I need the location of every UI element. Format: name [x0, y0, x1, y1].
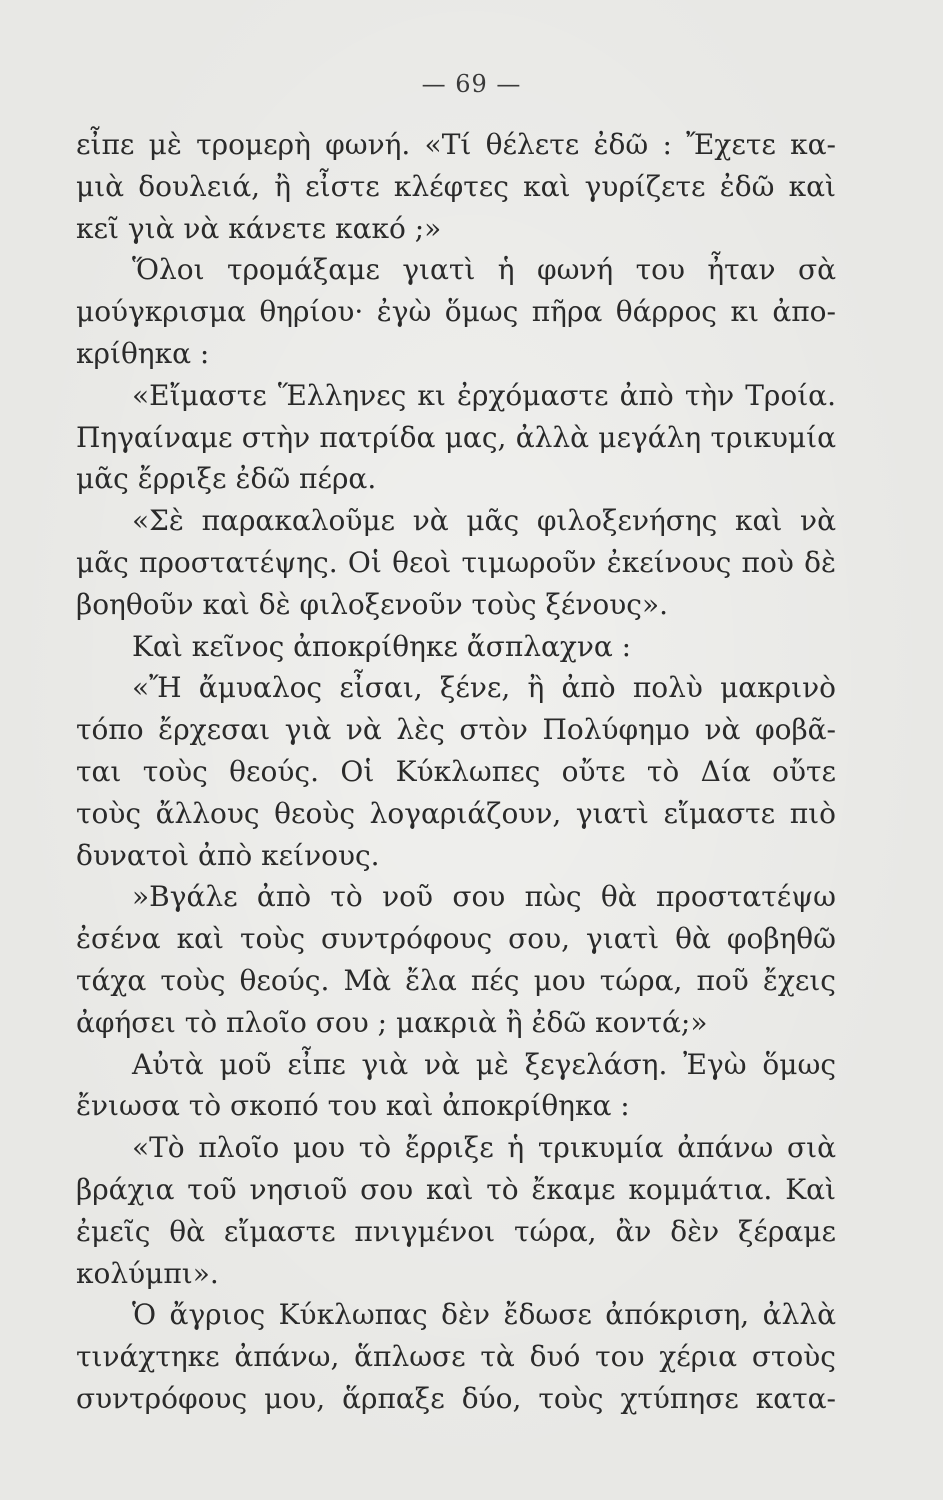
text-line: «Εἴμαστε Ἕλληνες κι ἐρχόμαστε ἀπὸ τὴν Τροία. [132, 378, 836, 412]
text-line: κρίθηκα : [76, 336, 210, 370]
page-number: — 69 — [421, 70, 522, 98]
text-line: μᾶς ἔρριξε ἐδῶ πέρα. [76, 462, 377, 496]
text-line: »Βγάλε ἀπὸ τὸ νοῦ σου πὼς θὰ προστατέψω [132, 880, 836, 914]
text-line: βράχια τοῦ νησιοῦ σου καὶ τὸ ἔκαμε κομμάτια. Καὶ [76, 1172, 836, 1206]
text-line: Ὅλοι τρομάξαμε γιατὶ ἡ φωνή του ἦταν σὰ [132, 253, 836, 287]
text-line: συντρόφους μου, ἅρπαξε δύο, τοὺς χτύπησε κατα- [76, 1381, 836, 1415]
text-line: ἀφήσει τὸ πλοῖο σου ; μακριὰ ἢ ἐδῶ κοντά;» [76, 1005, 708, 1039]
text-line: τινάχτηκε ἀπάνω, ἅπλωσε τὰ δυό του χέρια στοὺς [76, 1340, 836, 1374]
text-line: εἶπε μὲ τρομερὴ φωνή. «Τί θέλετε ἐδῶ : Ἔχετε κα- [76, 128, 836, 161]
text-line: Ὁ ἄγριος Κύκλωπας δὲν ἔδωσε ἀπόκριση, ἀλλὰ [132, 1298, 836, 1332]
text-line: τόπο ἔρχεσαι γιὰ νὰ λὲς στὸν Πολύφημο νὰ φοβᾶ- [76, 713, 836, 747]
text-line: «Τὸ πλοῖο μου τὸ ἔρριξε ἡ τρικυμία ἀπάνω σιὰ [132, 1131, 836, 1165]
text-line: μιὰ δουλειά, ἢ εἶστε κλέφτες καὶ γυρίζετε ἐδῶ καὶ [76, 169, 836, 203]
text-line: ἐσένα καὶ τοὺς συντρόφους σου, γιατὶ θὰ φοβηθῶ [76, 922, 836, 956]
text-line: μούγκρισμα θηρίου· ἐγὼ ὅμως πῆρα θάρρος κι ἀπο- [76, 295, 836, 329]
text-line: τοὺς ἄλλους θεοὺς λογαριάζουν, γιατὶ εἴμαστε πιὸ [76, 796, 836, 830]
text-line: ἔνιωσα τὸ σκοπό του καὶ ἀποκρίθηκα : [76, 1089, 630, 1123]
text-line: μᾶς προστατέψης. Οἱ θεοὶ τιμωροῦν ἐκείνους ποὺ δὲ [76, 545, 836, 579]
body-text [76, 124, 836, 1420]
text-line: κεῖ γιὰ νὰ κάνετε κακό ;» [76, 211, 442, 245]
text-line: Πηγαίναμε στὴν πατρίδα μας, ἀλλὰ μεγάλη τρικυμία [76, 420, 836, 454]
text-line: «Ἤ ἄμυαλος εἶσαι, ξένε, ἢ ἀπὸ πολὺ μακρινὸ [132, 671, 836, 705]
text-line: «Σὲ παρακαλοῦμε νὰ μᾶς φιλοξενήσης καὶ νὰ [132, 504, 836, 538]
text-line: ται τοὺς θεούς. Οἱ Κύκλωπες οὔτε τὸ Δία οὔτε [76, 754, 836, 788]
text-line: Καὶ κεῖνος ἀποκρίθηκε ἄσπλαχνα : [132, 629, 632, 663]
text-line: βοηθοῦν καὶ δὲ φιλοξενοῦν τοὺς ξένους». [76, 587, 668, 621]
text-line: τάχα τοὺς θεούς. Μὰ ἔλα πές μου τώρα, ποῦ ἔχεις [76, 963, 836, 997]
text-line: Αὐτὰ μοῦ εἶπε γιὰ νὰ μὲ ξεγελάση. Ἐγὼ ὅμως [132, 1047, 836, 1081]
text-line: δυνατοὶ ἀπὸ κείνους. [76, 838, 380, 872]
text-line: κολύμπι». [76, 1256, 219, 1290]
text-line: ἐμεῖς θὰ εἴμαστε πνιγμένοι τώρα, ἂν δὲν ξέραμε [76, 1214, 836, 1248]
